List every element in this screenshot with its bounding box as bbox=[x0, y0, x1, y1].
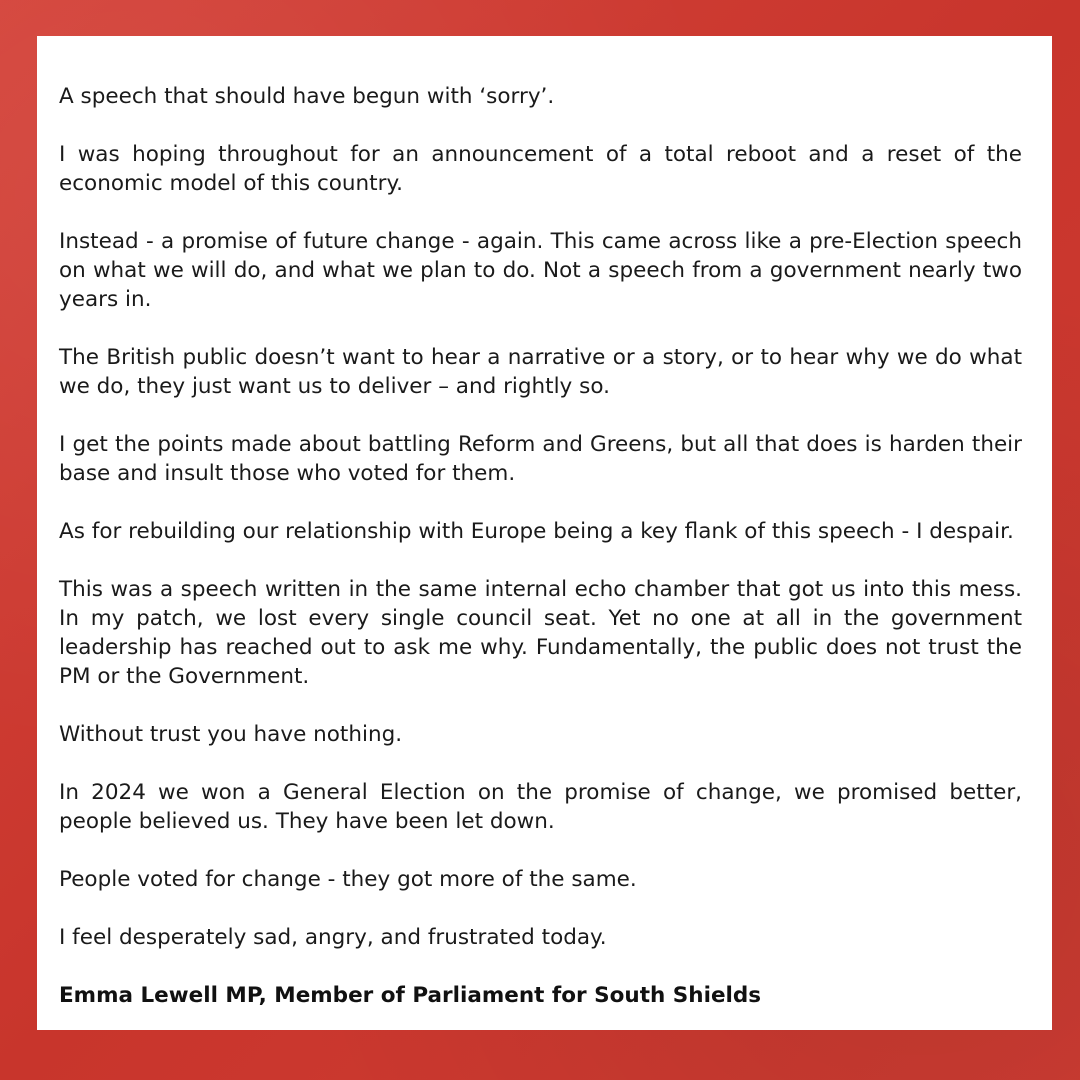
statement-paragraph: I feel desperately sad, angry, and frustrated today. bbox=[59, 925, 607, 950]
statement-paragraph: A speech that should have begun with ‘sorry’. bbox=[59, 84, 555, 109]
statement-paragraph: As for rebuilding our relationship with Europe being a key flank of this speech - I despair. bbox=[59, 519, 1014, 544]
statement-paragraph: In 2024 we won a General Election on the promise of change, we promised better, people believed us. They have been let down. bbox=[59, 780, 1022, 834]
statement-paragraph: Instead - a promise of future change - again. This came across like a pre-Election speech on what we will do, and what we plan to do. Not a speech from a government nearly two years in. bbox=[59, 229, 1022, 312]
statement-paragraph: People voted for change - they got more of the same. bbox=[59, 867, 637, 892]
statement-paragraph: This was a speech written in the same internal echo chamber that got us into this mess. In my patch, we lost every single council seat. Yet no one at all in the government leadership has reached out to ask me why. Fundamentally, the public does not trust the PM or the Government. bbox=[59, 577, 1022, 689]
statement-paragraph: The British public doesn’t want to hear a narrative or a story, or to hear why we do what we do, they just want us to deliver – and rightly so. bbox=[59, 345, 1022, 399]
statement-paragraph: I was hoping throughout for an announcement of a total reboot and a reset of the economic model of this country. bbox=[59, 142, 1022, 196]
statement-paragraph: I get the points made about battling Reform and Greens, but all that does is harden their base and insult those who voted for them. bbox=[59, 432, 1022, 486]
statement-paragraph: Without trust you have nothing. bbox=[59, 722, 403, 747]
statement-card bbox=[37, 36, 1052, 1030]
author-signature: Emma Lewell MP, Member of Parliament for South Shields bbox=[59, 983, 762, 1008]
